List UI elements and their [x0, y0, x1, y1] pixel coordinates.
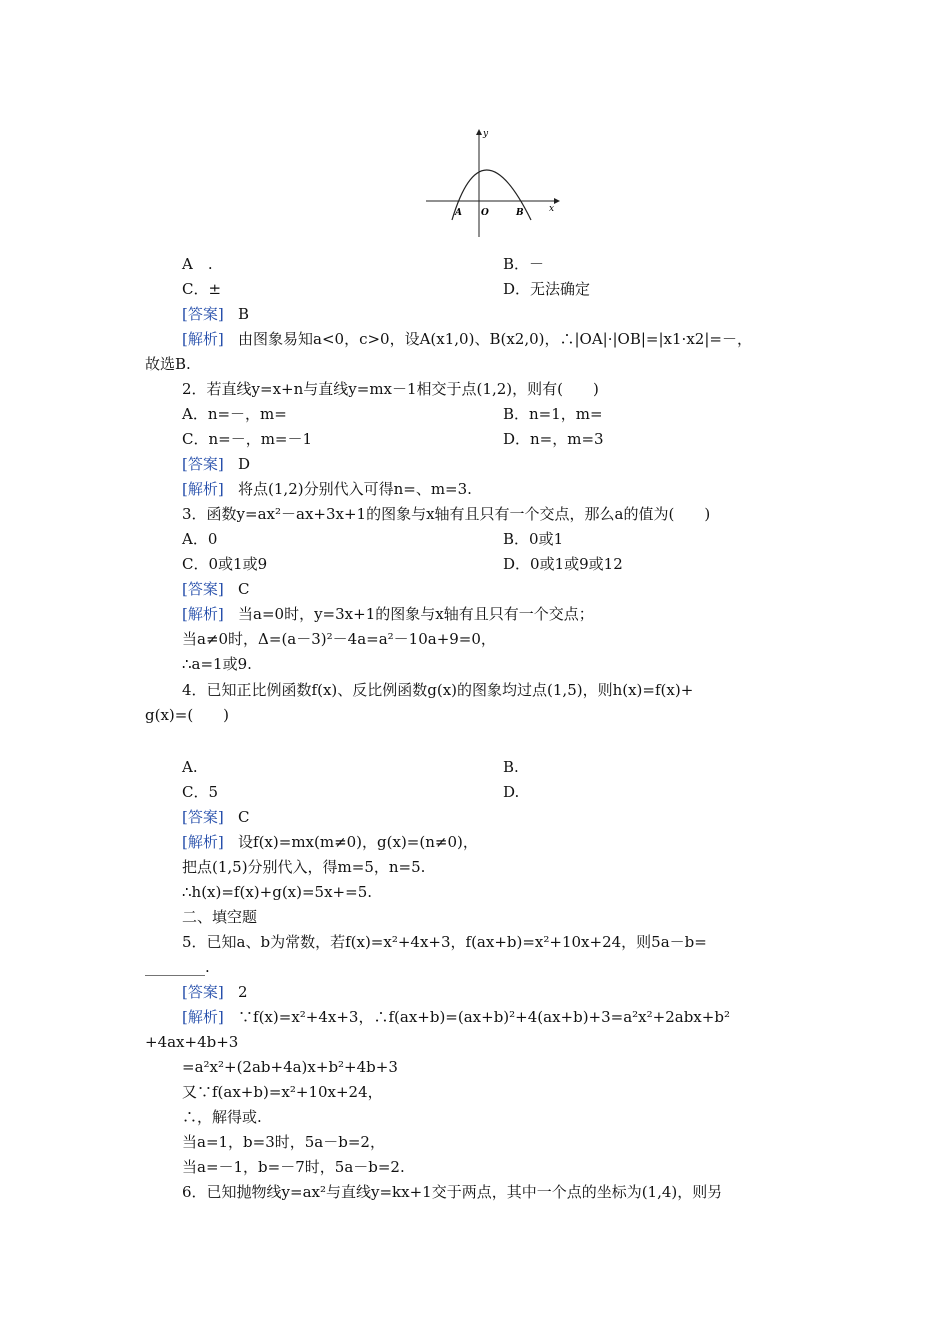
q2-stem: 2．若直线y=x+n与直线y=mx－1相交于点(1,2)，则有( )	[182, 380, 599, 398]
q3-analysis-line2: 当a≠0时，Δ=(a－3)²－4a=a²－10a+9=0，	[182, 630, 496, 648]
q3-option-d: D．0或1或9或12	[503, 555, 623, 573]
x-axis-label: x	[549, 204, 555, 214]
q3-option-a: A．0	[182, 530, 218, 548]
answer-tag: [答案]	[182, 580, 224, 598]
point-b-label: B	[516, 208, 524, 218]
q2-option-a: A．n=－，m=	[182, 405, 287, 423]
q3-analysis-line3: ∴a=1或9.	[182, 655, 252, 673]
analysis-text: 设f(x)=mx(m≠0)，g(x)=(n≠0)，	[238, 833, 478, 851]
q5-stem: 5．已知a、b为常数，若f(x)=x²+4x+3，f(ax+b)=x²+10x+24，则5a－b=	[182, 933, 707, 951]
analysis-tag: [解析]	[182, 480, 224, 498]
analysis-text: 将点(1,2)分别代入可得n=、m=3.	[238, 480, 472, 498]
q5-analysis-line3: =a²x²+(2ab+4a)x+b²+4b+3	[182, 1058, 398, 1076]
q2-option-c: C．n=－，m=－1	[182, 430, 313, 448]
q4-stem-cont: g(x)=( )	[145, 706, 230, 724]
analysis-tag: [解析]	[182, 1008, 224, 1026]
q4-option-a: A.	[182, 758, 198, 776]
q4-option-d: D.	[503, 783, 520, 801]
point-a-label: A	[455, 208, 462, 218]
x-axis-arrow	[554, 198, 560, 204]
answer-value: C	[238, 808, 250, 826]
analysis-tag: [解析]	[182, 330, 224, 348]
answer-value: B	[238, 305, 250, 323]
q2-option-d: D．n=，m=3	[503, 430, 604, 448]
q4-answer	[182, 807, 250, 827]
q1-option-a: A .	[182, 255, 213, 273]
answer-value: C	[238, 580, 250, 598]
q4-analysis-line2: 把点(1,5)分别代入，得m=5，n=5.	[182, 858, 426, 876]
answer-value: D	[238, 455, 251, 473]
q4-option-b: B.	[503, 758, 519, 776]
q1-option-d: D．无法确定	[503, 280, 591, 298]
answer-tag: [答案]	[182, 455, 224, 473]
answer-tag: [答案]	[182, 808, 224, 826]
q5-analysis	[182, 1007, 730, 1027]
q2-analysis	[182, 479, 472, 499]
analysis-tag: [解析]	[182, 605, 224, 623]
q1-option-c: C．±	[182, 280, 222, 298]
analysis-tag: [解析]	[182, 833, 224, 851]
q3-option-c: C．0或1或9	[182, 555, 268, 573]
answer-tag: [答案]	[182, 983, 224, 1001]
answer-tag: [答案]	[182, 305, 224, 323]
q4-stem: 4．已知正比例函数f(x)、反比例函数g(x)的图象均过点(1,5)，则h(x)=f(x)+	[182, 681, 694, 699]
q3-stem: 3．函数y=ax²－ax+3x+1的图象与x轴有且只有一个交点，那么a的值为( )	[182, 505, 711, 523]
section-heading: 二、填空题	[182, 908, 258, 926]
q3-option-b: B．0或1	[503, 530, 564, 548]
q5-analysis-line7: 当a=－1，b=－7时，5a－b=2.	[182, 1158, 405, 1176]
q3-analysis	[182, 604, 594, 624]
analysis-text: 当a=0时，y=3x+1的图象与x轴有且只有一个交点；	[238, 605, 594, 623]
q4-option-c: C．5	[182, 783, 219, 801]
q1-answer	[182, 304, 249, 324]
origin-label: O	[481, 208, 489, 218]
q6-stem: 6．已知抛物线y=ax²与直线y=kx+1交于两点，其中一个点的坐标为(1,4)，则另	[182, 1183, 723, 1201]
q4-analysis-line3: ∴h(x)=f(x)+g(x)=5x+=5.	[182, 883, 373, 901]
q5-analysis-line4: 又∵f(ax+b)=x²+10x+24，	[182, 1083, 383, 1101]
y-axis-label: y	[483, 129, 489, 139]
y-axis-arrow	[476, 129, 482, 135]
q1-analysis	[182, 329, 752, 349]
q2-option-b: B．n=1，m=	[503, 405, 603, 423]
q2-answer	[182, 454, 250, 474]
answer-value: 2	[238, 983, 248, 1001]
q5-analysis-line5: ∴，解得或.	[182, 1108, 262, 1126]
q5-answer	[182, 982, 248, 1002]
q3-answer	[182, 579, 250, 599]
parabola-figure	[422, 125, 562, 240]
q5-analysis-line6: 当a=1，b=3时，5a－b=2，	[182, 1133, 385, 1151]
analysis-text: 由图象易知a<0，c>0，设A(x1,0)、B(x2,0)，∴|OA|·|OB|=|x1·x2|=－，	[238, 330, 752, 348]
q1-analysis-cont: 故选B.	[145, 355, 191, 373]
q5-stem-cont: ________.	[145, 958, 210, 976]
q1-option-b: B．－	[503, 255, 545, 273]
q4-analysis	[182, 832, 478, 852]
q5-analysis-line2: +4ax+4b+3	[145, 1033, 239, 1051]
analysis-text: ∵f(x)=x²+4x+3，∴f(ax+b)=(ax+b)²+4(ax+b)+3=a²x²+2abx+b²	[238, 1008, 730, 1026]
